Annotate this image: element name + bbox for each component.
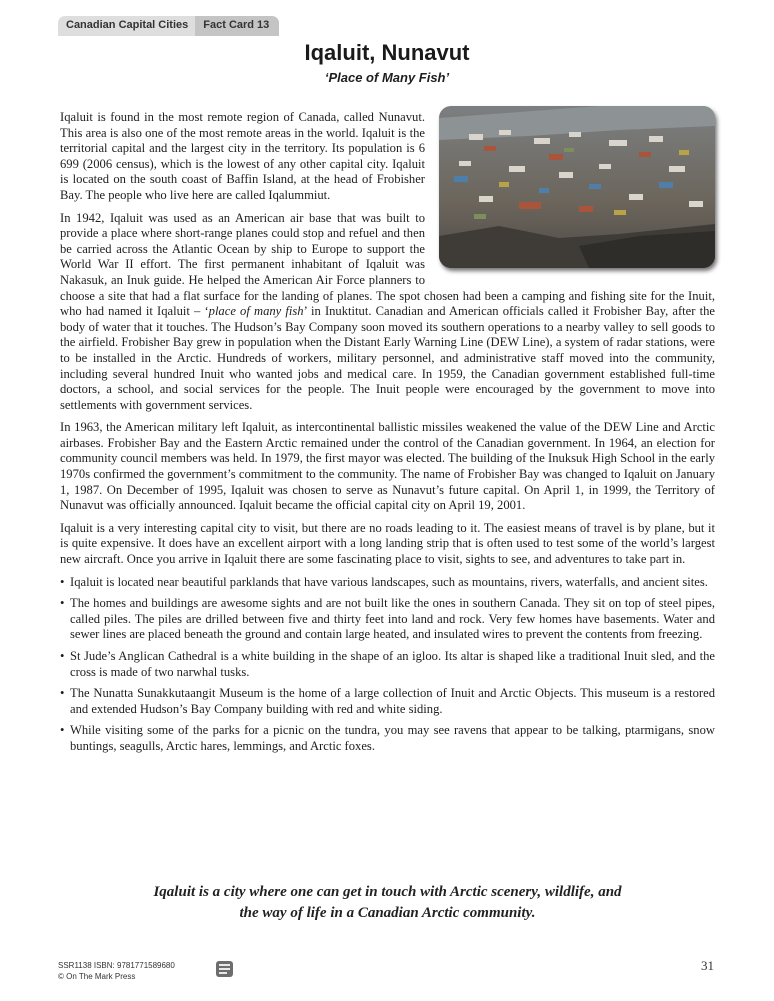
bullet-icon: • (60, 723, 65, 738)
bullet-icon: • (60, 574, 65, 589)
header-tabs (58, 16, 279, 36)
footer-publisher (58, 960, 175, 982)
list-item-text: The Nunatta Sunakkutaangit Museum is the home of a large collection of Inuit and Arctic Objects. This museum is a restored and extended Hudson’s Bay Company building with red and white siding. (70, 686, 715, 716)
page-number: 31 (701, 958, 714, 973)
list-item (60, 649, 715, 680)
bullet-icon: • (60, 649, 65, 663)
list-item-text: St Jude’s Anglican Cathedral is a white building in the shape of an igloo. Its altar is shaped like a traditional Inuit sled, and the cross is made of two narwhal tusks. (70, 649, 715, 679)
town-photo-icon (439, 106, 715, 268)
paragraph-capital: In 1963, the American military left Iqaluit, as intercontinental ballistic missiles weakened the value of the DEW Line and Arctic airbases. Frobisher Bay and the Eastern Arctic remained under the control of the Canadian government. In 1964, an election for community council members was held. In 1979, the first mayor was elected. The building of the Inuksuk High School in the early 1970s confirmed the government’s commitment to the community. The name of Frobisher Bay was changed to Iqaluit on January 1, 1987. On December of 1995, Iqaluit was chosen to serve as Nunavut’s future capital. On April 1, in 1999, the Territory of Nunavut was officially announced. Iqaluit became the official capital city on April 19, 2001. (60, 420, 715, 513)
list-item (60, 575, 715, 591)
list-item (60, 596, 715, 643)
paragraph-visit: Iqaluit is a very interesting capital city to visit, but there are no roads leading to it. The easiest means of travel is by plane, but it is quite expensive. It does have an excellent airport with a long landing strip that is often used to test some of the world’s largest new aircraft. Once you arrive in Iqaluit there are some fascinating place to visit, sights to see, and adventures to take part in. (60, 520, 715, 567)
footer-code: SSR1138 ISBN: 9781771589680 (58, 961, 175, 970)
closing-statement (60, 882, 715, 924)
history-text-end: ’ in Inuktitut. Canadian and American officials called it Frobisher Bay, after the body of water that it touches. The Hudson’s Bay Company soon moved its southern operations to a nearby valley to sell goods to the airfield. Frobisher Bay grew in population when the Distant Early Warning Line (DEW Line), a system of radar stations, were to be installed in the Arctic. Hundreds of workers, military personnel, and administrative staff moved into the community, including several hundred Inuit who wanted jobs and medical care. In 1959, the Canadian government established full-time doctors, a school, and social services for the people. The Inuit people were encouraged by the government to move into settlements with government services. (60, 304, 715, 412)
list-item (60, 723, 715, 754)
book-icon (215, 960, 235, 978)
footer-copyright: © On The Mark Press (58, 972, 136, 981)
bullet-icon: • (60, 686, 65, 701)
list-item (60, 686, 715, 717)
page-title: Iqaluit, Nunavut (304, 40, 470, 65)
list-item-text: While visiting some of the parks for a picnic on the tundra, you may see ravens that appear to be talking, ptarmigans, snow buntings, seagulls, Arctic hares, lemmings, and Arctic foxes. (70, 723, 715, 753)
list-item-text: Iqaluit is located near beautiful parklands that have various landscapes, such as mountains, rivers, waterfalls, and ancient sites. (70, 574, 708, 589)
bullet-icon: • (60, 596, 65, 611)
history-italic-phrase: place of many fish (208, 304, 304, 319)
article-body (60, 110, 715, 761)
card-number-tab: Fact Card 13 (195, 16, 279, 36)
list-item-text: The homes and buildings are awesome sights and are not built like the ones in southern Canada. They sit on top of steel pipes, called piles. The piles are drilled between five and thirty feet into land and rock. Very few homes have basements. Water and sewer lines are placed beneath the ground and contain large heated, and insulated wires to prevent the contents from freezing. (70, 596, 715, 642)
page-subtitle: ‘Place of Many Fish’ (324, 70, 450, 85)
closing-line-1: Iqaluit is a city where one can get in touch with Arctic scenery, wildlife, and (153, 884, 622, 900)
paragraph-intro: Iqaluit is found in the most remote region of Canada, called Nunavut. This area is also one of the most remote areas in the world. Iqaluit is the territorial capital and the largest city in the territory. Its population is 6 699 (2006 census), which is the lowest of any other capital city. Iqaluit is located on the south coast of Baffin Island, at the head of Frobisher Bay. The people who live here are called Iqalummiut. (60, 110, 425, 202)
closing-line-2: the way of life in a Canadian Arctic community. (239, 905, 536, 921)
history-text-start: In 1942, Iqaluit was used as an American air base that was built to provide a place where short-range planes could stop and refuel and then be carried across the Atlantic Ocean by ship to Europe to support the World War II effort. The first permanent inhabitant of Iqaluit was Nakasuk, an Inuk guide. He helped the American Air Force planners to choose a site that had a flat surface for the landing of planes. The spot chosen had been a camping and fishing site for the Inuit, who had named it Iqaluit – ‘ (60, 210, 715, 319)
attractions-list (60, 575, 715, 755)
series-tab: Canadian Capital Cities (58, 16, 195, 36)
town-photo (439, 106, 715, 268)
